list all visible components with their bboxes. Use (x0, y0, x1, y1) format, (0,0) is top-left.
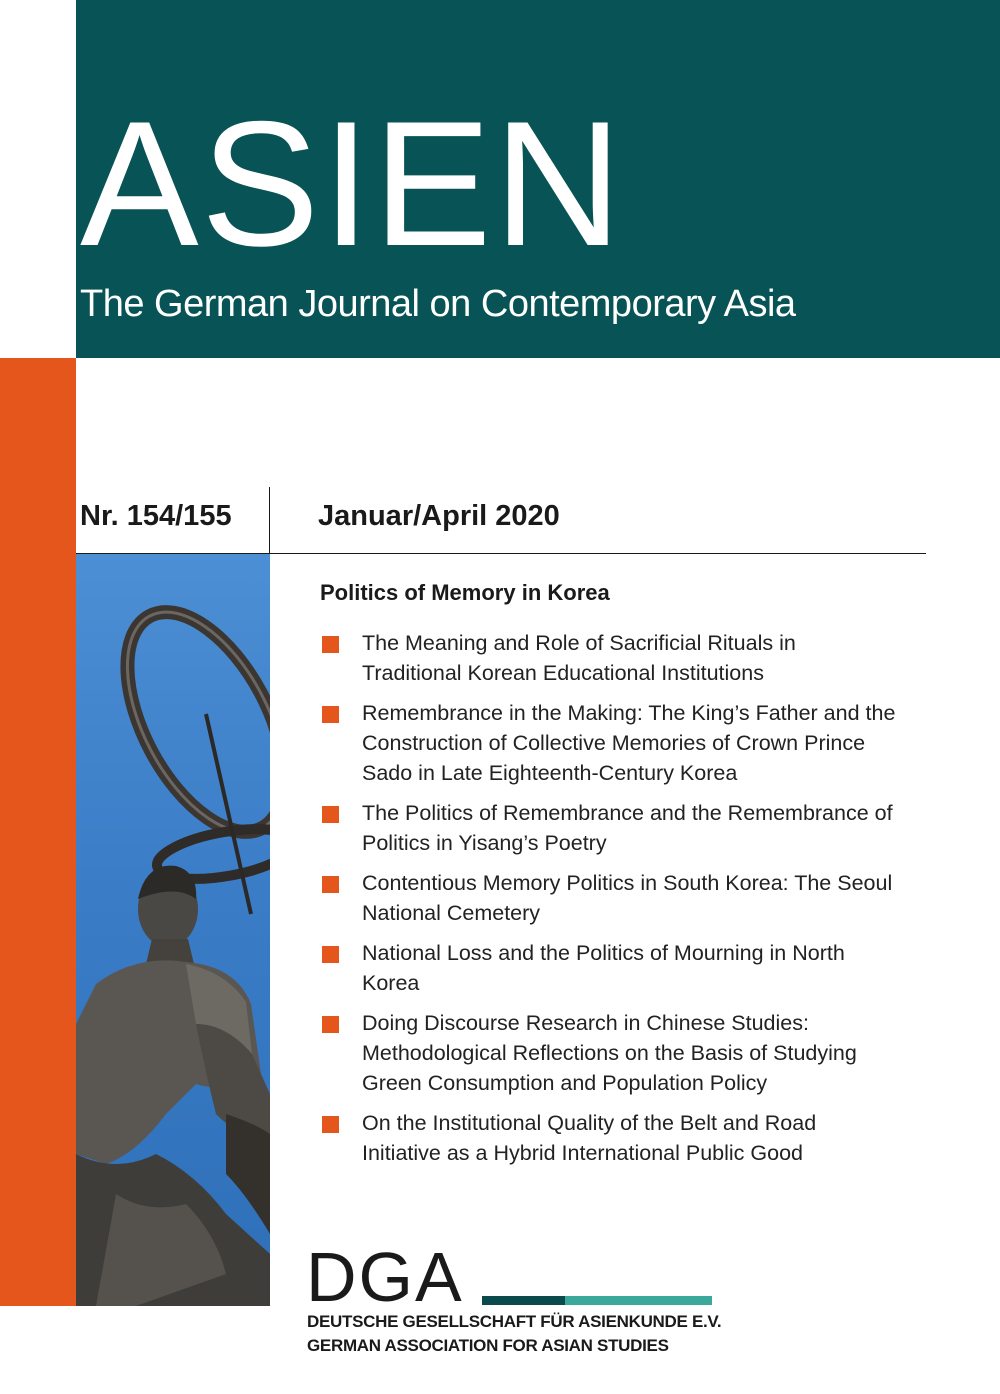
statue-illustration (76, 554, 270, 1306)
square-bullet-icon (322, 1016, 339, 1033)
journal-title: ASIEN (80, 84, 625, 283)
article-entry (322, 1008, 897, 1098)
article-title: Contentious Memory Politics in South Korea: The Seoul National Cemetery (362, 871, 893, 925)
square-bullet-icon (322, 1116, 339, 1133)
article-entry (322, 798, 897, 858)
issue-date: Januar/April 2020 (318, 500, 560, 532)
logo-underline-dark (482, 1296, 565, 1305)
dga-logo: DGA (306, 1238, 464, 1316)
issue-divider (269, 487, 270, 553)
accent-bar (0, 358, 76, 1306)
cover-photo (76, 554, 270, 1306)
square-bullet-icon (322, 706, 339, 723)
article-title: On the Institutional Quality of the Belt and Road Initiative as a Hybrid International Public Good (362, 1111, 817, 1165)
article-entry (322, 698, 897, 788)
article-entry (322, 868, 897, 928)
association-name-english: GERMAN ASSOCIATION FOR ASIAN STUDIES (307, 1336, 669, 1355)
issue-number: Nr. 154/155 (80, 500, 232, 532)
logo-underline-teal (565, 1296, 712, 1305)
article-entry (322, 628, 897, 688)
square-bullet-icon (322, 876, 339, 893)
article-entry (322, 938, 897, 998)
association-name-german: DEUTSCHE GESELLSCHAFT FÜR ASIENKUNDE E.V. (307, 1312, 722, 1331)
article-entry (322, 1108, 897, 1168)
article-title: Doing Discourse Research in Chinese Studies: Methodological Reflections on the Basis of Studying Green Consumption and Population Policy (362, 1011, 857, 1095)
article-title: The Politics of Remembrance and the Remembrance of Politics in Yisang’s Poetry (362, 801, 893, 855)
article-title: National Loss and the Politics of Mourning in North Korea (362, 941, 845, 995)
square-bullet-icon (322, 806, 339, 823)
square-bullet-icon (322, 946, 339, 963)
square-bullet-icon (322, 636, 339, 653)
table-of-contents (322, 628, 897, 1178)
article-title: The Meaning and Role of Sacrificial Rituals in Traditional Korean Educational Institutions (362, 631, 796, 685)
journal-subtitle: The German Journal on Contemporary Asia (80, 283, 796, 325)
article-title: Remembrance in the Making: The King’s Father and the Construction of Collective Memories of Crown Prince Sado in Late Eighteenth-Century Korea (362, 701, 896, 785)
section-title: Politics of Memory in Korea (320, 580, 610, 605)
